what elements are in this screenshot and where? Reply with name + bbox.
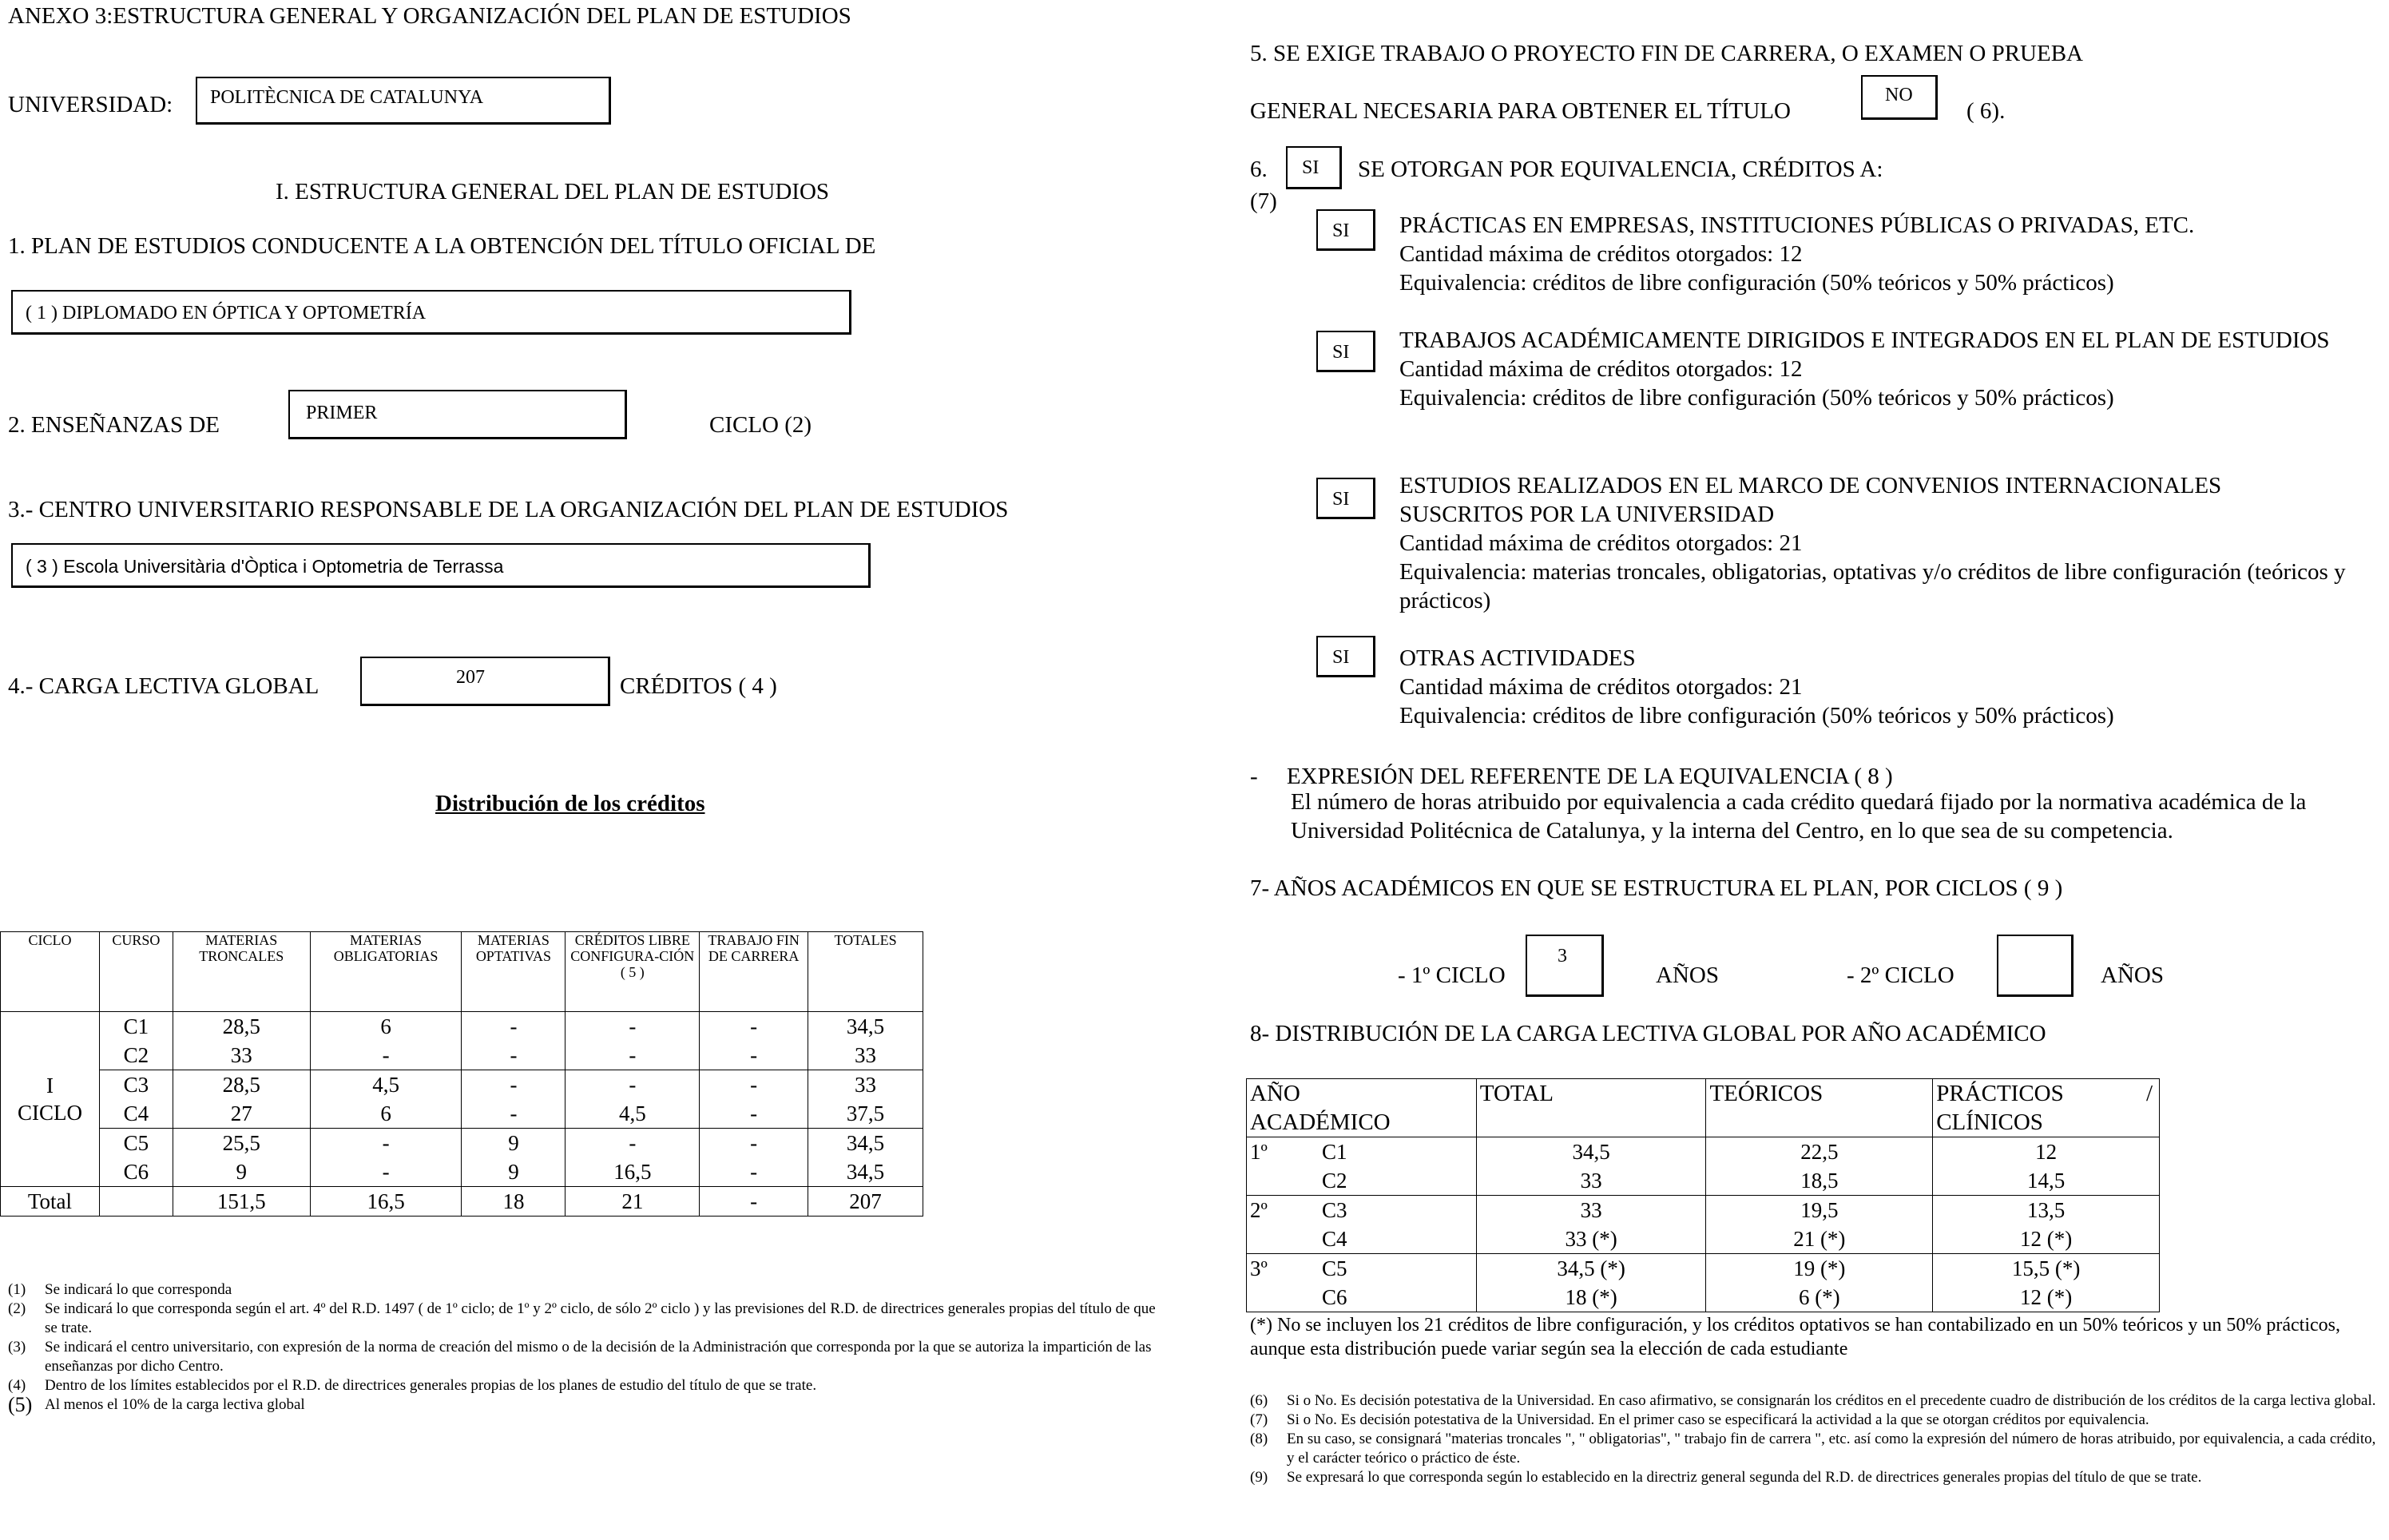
university-value: POLITÈCNICA DE CATALUNYA [210, 87, 484, 108]
table-cell: 34,5 [1476, 1137, 1706, 1167]
cycle-box [288, 390, 627, 439]
equivalence-box [1286, 146, 1342, 189]
cycle-label-1: I [46, 1074, 54, 1097]
table-cell: - [310, 1157, 462, 1187]
table-row [1, 1012, 923, 1042]
item3-label: 3.- CENTRO UNIVERSITARIO RESPONSABLE DE LA ORGANIZACIÓN DEL PLAN DE ESTUDIOS [8, 497, 1009, 522]
cycle1-value: 3 [1558, 946, 1567, 966]
equiv-box-1: SI [1316, 209, 1375, 251]
table-cell: - [700, 1099, 808, 1129]
equiv-max: Cantidad máxima de créditos otorgados: 21 [1399, 530, 1803, 556]
table-cell: - [700, 1070, 808, 1100]
table-cell: - [700, 1187, 808, 1217]
table-cell: - [700, 1041, 808, 1070]
cycle1-box [1526, 935, 1604, 997]
table-cell: 12 [1933, 1137, 2160, 1167]
table-cell: - [566, 1070, 700, 1100]
table-cell: 151,5 [173, 1187, 310, 1217]
col-header-ciclo: CICLO [1, 932, 100, 1012]
table-row [1247, 1196, 2160, 1225]
table-cell: 28,5 [173, 1070, 310, 1100]
equiv-box-4: SI [1316, 636, 1375, 677]
col-header-practicos: PRÁCTICOS CLÍNICOS / [1933, 1079, 2160, 1137]
year-table-header [1247, 1079, 2160, 1137]
equivalence-value: SI [1302, 157, 1320, 178]
col-header-year: AÑO ACADÉMICO [1247, 1079, 1477, 1137]
table-cell: C3 [99, 1070, 173, 1100]
credits-value: 207 [456, 667, 485, 688]
table-cell: - [700, 1129, 808, 1158]
table-cell: C4 [99, 1099, 173, 1129]
footnote: (2) Se indicará lo que corresponda según el art. 4º del R.D. 1497 ( de 1º ciclo; de 1º y 2º ciclo, de sólo 2º ciclo ) y las previsiones del R.D. de directrices generales propias del título de que se trate. [8, 1300, 1156, 1336]
equiv-detail: Equivalencia: créditos de libre configuración (50% teóricos y 50% prácticos) [1399, 385, 2114, 411]
table-row [1, 1157, 923, 1187]
col-header-optativas: MATERIAS OPTATIVAS [462, 932, 566, 1012]
equiv-title: TRABAJOS ACADÉMICAMENTE DIRIGIDOS E INTEGRADOS EN EL PLAN DE ESTUDIOS [1399, 327, 2330, 353]
item6-prefix: 6. [1250, 157, 1268, 182]
table-cell: 19 (*) [1706, 1254, 1933, 1284]
col-header-troncales: MATERIAS TRONCALES [173, 932, 310, 1012]
table-cell: 207 [808, 1187, 923, 1217]
equiv-title: PRÁCTICAS EN EMPRESAS, INSTITUCIONES PÚBLICAS O PRIVADAS, ETC. [1399, 212, 2195, 238]
equiv-entry-3 [1399, 471, 2366, 615]
col-header-totales: TOTALES [808, 932, 923, 1012]
col-header-curso: CURSO [99, 932, 173, 1012]
table-cell: C6 [99, 1157, 173, 1187]
table-row [1247, 1166, 2160, 1196]
table-cell: 27 [173, 1099, 310, 1129]
annex-title: ANEXO 3:ESTRUCTURA GENERAL Y ORGANIZACIÓN DEL PLAN DE ESTUDIOS [8, 3, 851, 29]
table-cell: 13,5 [1933, 1196, 2160, 1225]
credits-table [0, 931, 923, 1217]
table-cell: 33 [808, 1041, 923, 1070]
center-box [11, 543, 871, 588]
table-row [1, 1099, 923, 1129]
table-cell: C1 [99, 1012, 173, 1042]
col-header-total: TOTAL [1476, 1079, 1706, 1137]
table-row [1247, 1137, 2160, 1167]
footnote: (4) Dentro de los límites establecidos por el R.D. de directrices generales propias de los planes de estudio del título de que se trate. [8, 1377, 817, 1394]
table-cell: - [310, 1041, 462, 1070]
equiv-box-3: SI [1316, 478, 1375, 519]
table-cell: 21 (*) [1706, 1224, 1933, 1254]
table-cell: 15,5 (*) [1933, 1254, 2160, 1284]
total-row [1, 1187, 923, 1217]
distribution-title: Distribución de los créditos [435, 791, 705, 816]
footnote: (3) Se indicará el centro universitario, con expresión de la norma de creación del mismo o de la decisión de la Administración que corresponda por la que se autoriza la impartición de las enseñanzas por dicho Centro. [8, 1339, 1152, 1375]
table-row [1, 1070, 923, 1100]
item4-label: 4.- CARGA LECTIVA GLOBAL [8, 673, 319, 699]
item5-suffix: ( 6). [1966, 98, 2006, 124]
table-cell: 9 [462, 1129, 566, 1158]
item8-label: 8- DISTRIBUCIÓN DE LA CARGA LECTIVA GLOBAL POR AÑO ACADÉMICO [1250, 1021, 2046, 1046]
year-cell: C2 [1247, 1166, 1477, 1196]
cycle-value: PRIMER [306, 403, 378, 423]
equiv-detail: Equivalencia: materias troncales, obligatorias, optativas y/o créditos de libre configuración (teóricos y prácticos) [1399, 559, 2346, 613]
equiv-entry-4 [1399, 644, 2358, 730]
item6-note: (7) [1250, 189, 1277, 214]
cycle-label-2: CICLO [17, 1101, 82, 1125]
table-cell: 18,5 [1706, 1166, 1933, 1196]
equiv-max: Cantidad máxima de créditos otorgados: 12 [1399, 356, 1803, 382]
item5-line2: GENERAL NECESARIA PARA OBTENER EL TÍTULO [1250, 98, 1791, 124]
equiv-title: OTRAS ACTIVIDADES [1399, 645, 1636, 671]
table-cell: 33 [808, 1070, 923, 1100]
cycle1-years: AÑOS [1656, 963, 1719, 988]
item2-label: 2. ENSEÑANZAS DE [8, 412, 220, 438]
table-cell: - [566, 1041, 700, 1070]
table-cell: 22,5 [1706, 1137, 1933, 1167]
year-cell: C4 [1247, 1224, 1477, 1254]
table-cell: 33 [1476, 1166, 1706, 1196]
year-cell: C6 [1247, 1283, 1477, 1312]
equiv-entry-1 [1399, 211, 2358, 297]
footnote: (9) Se expresará lo que corresponda según lo establecido en la directriz general segunda del R.D. de directrices generales propias del título de que se trate. [1250, 1469, 2202, 1486]
table-cell: 16,5 [310, 1187, 462, 1217]
table-cell: 25,5 [173, 1129, 310, 1158]
col-header-obligatorias: MATERIAS OBLIGATORIAS [310, 932, 462, 1012]
table-cell: - [462, 1012, 566, 1042]
referent-title: - EXPRESIÓN DEL REFERENTE DE LA EQUIVALENCIA ( 8 ) [1250, 764, 1893, 789]
table-cell: - [462, 1070, 566, 1100]
col-header-libre: CRÉDITOS LIBRE CONFIGURA-CIÓN ( 5 ) [566, 932, 700, 1012]
table-note: (*) No se incluyen los 21 créditos de libre configuración, y los créditos optativos se han contabilizado en un 50% teóricos y un 50% prácticos, aunque esta distribución puede variar según sea la elección de cada estudiante [1250, 1315, 2340, 1359]
table-row [1, 1129, 923, 1158]
equiv-detail: Equivalencia: créditos de libre configuración (50% teóricos y 50% prácticos) [1399, 703, 2114, 728]
item1-label: 1. PLAN DE ESTUDIOS CONDUCENTE A LA OBTENCIÓN DEL TÍTULO OFICIAL DE [8, 233, 876, 259]
equiv-entry-2 [1399, 326, 2358, 412]
item7-label: 7- AÑOS ACADÉMICOS EN QUE SE ESTRUCTURA EL PLAN, POR CICLOS ( 9 ) [1250, 875, 2063, 901]
table-cell: - [462, 1041, 566, 1070]
credits-box [360, 657, 610, 706]
item6-text: SE OTORGAN POR EQUIVALENCIA, CRÉDITOS A: [1358, 157, 1883, 182]
table-cell: 6 [310, 1099, 462, 1129]
footnote: (5) Al menos el 10% de la carga lectiva global [8, 1393, 305, 1416]
table-cell: 6 [310, 1012, 462, 1042]
equiv-title: ESTUDIOS REALIZADOS EN EL MARCO DE CONVENIOS INTERNACIONALES SUSCRITOS POR LA UNIVERSIDAD [1399, 473, 2222, 527]
table-cell: 16,5 [566, 1157, 700, 1187]
year-cell: 2º C3 [1247, 1196, 1477, 1225]
left-footnotes [8, 1280, 1158, 1415]
table-cell: 21 [566, 1187, 700, 1217]
table-cell: 19,5 [1706, 1196, 1933, 1225]
cycle2-label: - 2º CICLO [1847, 963, 1954, 988]
table-cell [99, 1187, 173, 1217]
table-cell: 6 (*) [1706, 1283, 1933, 1312]
table-cell: - [566, 1129, 700, 1158]
year-table [1246, 1078, 2160, 1312]
table-cell: 28,5 [173, 1012, 310, 1042]
equiv-detail: Equivalencia: créditos de libre configuración (50% teóricos y 50% prácticos) [1399, 270, 2114, 296]
footnote: (8) En su caso, se consignará "materias troncales ", " obligatorias", " trabajo fin de carrera ", etc. así como la expresión del número de horas atribuido, por equivalencia, a cada crédito, y el carácter teórico o práctico de éste. [1250, 1431, 2376, 1467]
footnote: (1) Se indicará lo que corresponda [8, 1281, 232, 1298]
section-title: I. ESTRUCTURA GENERAL DEL PLAN DE ESTUDIOS [276, 179, 830, 204]
table-cell: 33 [173, 1041, 310, 1070]
equiv-box-2: SI [1316, 331, 1375, 372]
university-label: UNIVERSIDAD: [8, 92, 173, 117]
table-cell: - [700, 1012, 808, 1042]
referent-text: El número de horas atribuido por equivalencia a cada crédito quedará fijado por la normativa académica de la Universidad Politécnica de Catalunya, y la interna del Centro, en lo que sea de su competencia. [1291, 789, 2307, 843]
cycle1-label: - 1º CICLO [1398, 963, 1506, 988]
col-header-trabajo: TRABAJO FIN DE CARRERA [700, 932, 808, 1012]
table-cell: 14,5 [1933, 1166, 2160, 1196]
degree-value: ( 1 ) DIPLOMADO EN ÓPTICA Y OPTOMETRÍA [26, 303, 427, 323]
table-cell: 34,5 [808, 1157, 923, 1187]
table-cell: 34,5 [808, 1012, 923, 1042]
table-cell: 4,5 [566, 1099, 700, 1129]
footnote: (6) Si o No. Es decisión potestativa de la Universidad. En caso afirmativo, se consignarán los créditos en el precedente cuadro de distribución de los créditos de la carga lectiva global. [1250, 1392, 2376, 1409]
cycle2-box [1997, 935, 2074, 997]
table-cell: 34,5 (*) [1476, 1254, 1706, 1284]
equiv-max: Cantidad máxima de créditos otorgados: 21 [1399, 674, 1803, 700]
table-cell: 33 [1476, 1196, 1706, 1225]
table-row [1247, 1283, 2160, 1312]
total-label: Total [1, 1187, 100, 1217]
center-value: ( 3 ) Escola Universitària d'Òptica i Optometria de Terrassa [26, 556, 504, 577]
table-cell: 4,5 [310, 1070, 462, 1100]
right-footnotes [1250, 1391, 2384, 1487]
table-cell: C2 [99, 1041, 173, 1070]
degree-box [11, 290, 851, 335]
university-box [196, 77, 611, 125]
table-cell: - [700, 1157, 808, 1187]
cycle-cell [1, 1012, 100, 1187]
table-cell: 18 [462, 1187, 566, 1217]
table-cell: 18 (*) [1476, 1283, 1706, 1312]
col-header-teoricos: TEÓRICOS [1706, 1079, 1933, 1137]
table-cell: 37,5 [808, 1099, 923, 1129]
item4-suffix: CRÉDITOS ( 4 ) [620, 673, 777, 699]
year-cell: 3º C5 [1247, 1254, 1477, 1284]
table-cell: 34,5 [808, 1129, 923, 1158]
table-cell: C5 [99, 1129, 173, 1158]
footnote: (7) Si o No. Es decisión potestativa de la Universidad. En el primer caso se especificará la actividad a la que se otorgan créditos por equivalencia. [1250, 1411, 2149, 1428]
table-cell: - [462, 1099, 566, 1129]
final-project-box [1861, 75, 1938, 120]
table-row [1247, 1224, 2160, 1254]
table-cell: 9 [173, 1157, 310, 1187]
table-row [1247, 1254, 2160, 1284]
item5-line1: 5. SE EXIGE TRABAJO O PROYECTO FIN DE CARRERA, O EXAMEN O PRUEBA [1250, 41, 2083, 66]
equiv-max: Cantidad máxima de créditos otorgados: 12 [1399, 241, 1803, 267]
table-cell: 9 [462, 1157, 566, 1187]
cycle2-years: AÑOS [2101, 963, 2164, 988]
table-cell: 12 (*) [1933, 1283, 2160, 1312]
table-cell: - [310, 1129, 462, 1158]
item2-suffix: CICLO (2) [709, 412, 812, 438]
final-project-value: NO [1885, 85, 1913, 105]
year-cell: 1º C1 [1247, 1137, 1477, 1167]
table-cell: 33 (*) [1476, 1224, 1706, 1254]
table-cell: 12 (*) [1933, 1224, 2160, 1254]
table-cell: - [566, 1012, 700, 1042]
table-row [1, 1041, 923, 1070]
